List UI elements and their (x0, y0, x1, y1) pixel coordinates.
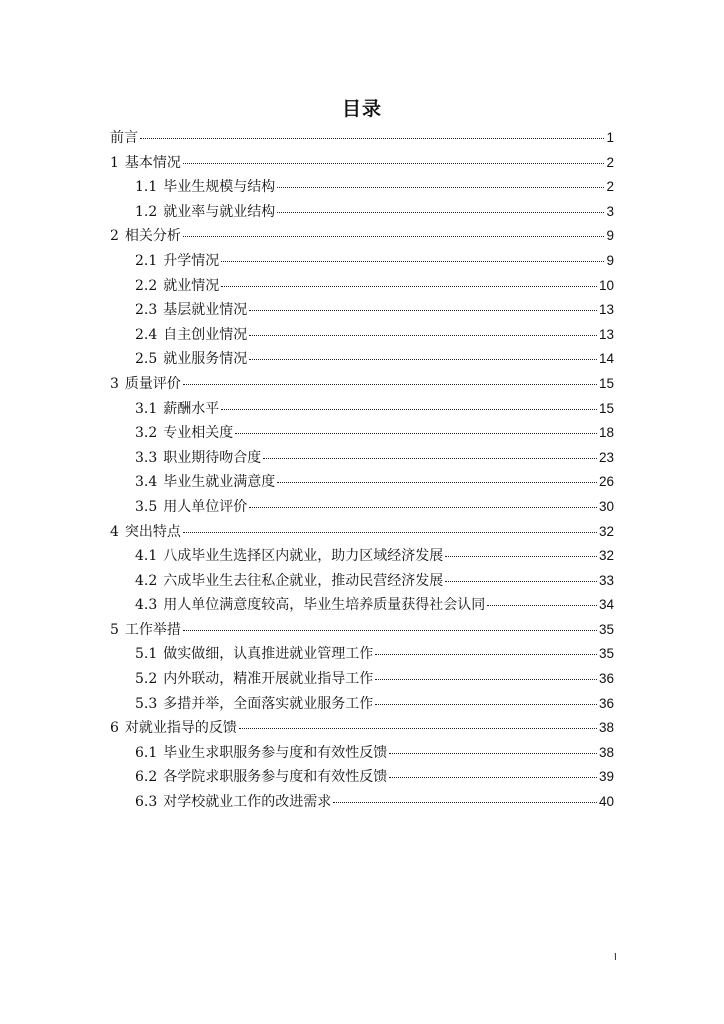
toc-entry-label (110, 619, 181, 639)
toc-entry-page: 38 (598, 720, 614, 736)
toc-entry-label (135, 471, 275, 491)
toc-entry-label (135, 275, 219, 295)
toc-entry-page: 40 (598, 794, 614, 810)
toc-entry-text: 专业相关度 (163, 425, 234, 442)
toc-dot-leader (445, 581, 597, 582)
toc-entry-text: 就业情况 (163, 277, 220, 294)
toc-entry-page: 38 (598, 744, 614, 760)
toc-entry-label (135, 742, 387, 762)
toc-entry[interactable] (110, 742, 614, 767)
toc-entry-page: 9 (606, 228, 614, 244)
toc-entry-label (135, 791, 331, 811)
toc-entry-number: 3 (110, 375, 119, 392)
toc-entry-label (135, 594, 485, 614)
toc-entry-page: 35 (598, 646, 614, 662)
toc-entry-label (135, 422, 233, 442)
toc-dot-leader (263, 458, 597, 459)
toc-dot-leader (183, 630, 597, 631)
toc-dot-leader (183, 384, 597, 385)
toc-entry[interactable] (110, 176, 614, 201)
toc-entry-page: 36 (598, 671, 614, 687)
toc-entry-page: 39 (598, 769, 614, 785)
toc-dot-leader (277, 212, 604, 213)
toc-dot-leader (221, 409, 597, 410)
toc-dot-leader (375, 654, 597, 655)
toc-entry-number: 2.4 (135, 326, 158, 343)
toc-entry-label (135, 693, 373, 713)
toc-entry[interactable] (110, 225, 614, 250)
toc-entry-text: 就业服务情况 (163, 351, 248, 368)
toc-entry-label (110, 717, 237, 737)
toc-entry-number: 3.4 (135, 474, 158, 491)
toc-entry-label (135, 496, 247, 516)
toc-entry[interactable] (110, 373, 614, 398)
toc-dot-leader (249, 359, 597, 360)
toc-entry-page: 10 (598, 277, 614, 293)
toc-entry[interactable] (110, 348, 614, 373)
toc-entry-number: 5.1 (135, 646, 158, 663)
toc-entry-page: 3 (606, 203, 614, 219)
toc-entry-text: 内外联动，精准开展就业指导工作 (163, 671, 374, 688)
toc-entry-text: 突出特点 (124, 523, 181, 540)
toc-entry-label (135, 570, 443, 590)
toc-entry-text: 升学情况 (163, 252, 220, 269)
toc-entry-number: 1.1 (135, 179, 158, 196)
toc-entry-number: 6.1 (135, 744, 158, 761)
toc-entry-number: 2.5 (135, 351, 158, 368)
toc-entry-number: 6.2 (135, 769, 158, 786)
toc-entry[interactable] (110, 496, 614, 521)
toc-entry-page: 13 (598, 326, 614, 342)
toc-entry[interactable] (110, 766, 614, 791)
toc-entry-number: 2.2 (135, 277, 158, 294)
toc-entry-label (135, 176, 275, 196)
toc-entry-page: 26 (598, 474, 614, 490)
toc-entry[interactable] (110, 619, 614, 644)
toc-entry-page: 32 (598, 548, 614, 564)
toc-entry-page: 33 (598, 572, 614, 588)
toc-entry-text: 薪酬水平 (163, 400, 220, 417)
toc-entry-text: 用人单位满意度较高，毕业生培养质量获得社会认同 (163, 597, 486, 614)
toc-entry-page: 36 (598, 695, 614, 711)
toc-entry-number: 1.2 (135, 203, 158, 220)
toc-entry-text: 对学校就业工作的改进需求 (163, 794, 332, 811)
toc-entry-label (110, 127, 138, 147)
toc-entry-page: 23 (598, 449, 614, 465)
toc-entry-page: 34 (598, 597, 614, 613)
toc-entry-text: 基层就业情况 (163, 302, 248, 319)
toc-dot-leader (487, 605, 597, 606)
toc-entry[interactable] (110, 545, 614, 570)
toc-entry-page: 1 (606, 130, 614, 145)
toc-entry-number: 6.3 (135, 794, 158, 811)
toc-entry-text: 做实做细，认真推进就业管理工作 (163, 646, 374, 663)
toc-entry[interactable] (110, 250, 614, 275)
toc-dot-leader (239, 728, 597, 729)
toc-entry-label (135, 250, 219, 270)
toc-entry-number: 2.1 (135, 252, 158, 269)
toc-dot-leader (183, 236, 605, 237)
toc-entry-number: 6 (110, 720, 119, 737)
toc-entry-label (135, 766, 387, 786)
toc-entry[interactable] (110, 398, 614, 423)
toc-entry-label (135, 643, 373, 663)
toc-entry[interactable] (110, 693, 614, 718)
toc-entry[interactable] (110, 422, 614, 447)
toc-entry-text: 工作举措 (124, 621, 181, 638)
toc-entry-text: 毕业生规模与结构 (163, 179, 276, 196)
toc-entry-number: 4.3 (135, 597, 158, 614)
toc-dot-leader (445, 556, 597, 557)
toc-entry-text: 相关分析 (124, 228, 181, 245)
toc-entry-page: 14 (598, 351, 614, 367)
toc-entry-text: 就业率与就业结构 (163, 203, 276, 220)
toc-entry-number: 4.1 (135, 548, 158, 565)
toc-entry-label (135, 545, 443, 565)
toc-dot-leader (249, 507, 597, 508)
toc-entry-number: 5 (110, 621, 119, 638)
toc-entry-number: 1 (110, 154, 119, 171)
toc-entry-label (110, 225, 181, 245)
toc-entry[interactable] (110, 791, 614, 816)
toc-entry-text: 多措并举，全面落实就业服务工作 (163, 695, 374, 712)
toc-entry[interactable] (110, 152, 614, 177)
toc-entry[interactable] (110, 127, 614, 152)
toc-entry-text: 各学院求职服务参与度和有效性反馈 (163, 769, 388, 786)
toc-entry[interactable] (110, 201, 614, 226)
toc-dot-leader (221, 261, 604, 262)
toc-entry-label (135, 348, 247, 368)
toc-dot-leader (277, 187, 604, 188)
toc-entry-label (135, 447, 261, 467)
toc-entry[interactable] (110, 471, 614, 496)
toc-entry-page: 2 (606, 179, 614, 195)
toc-entry-number: 3.1 (135, 400, 158, 417)
toc-entry[interactable] (110, 668, 614, 693)
toc-entry-page: 15 (598, 375, 614, 391)
toc-entry-label (135, 324, 247, 344)
toc-entry-text: 用人单位评价 (163, 498, 248, 515)
toc-entry-number: 4.2 (135, 572, 158, 589)
toc-entry[interactable] (110, 447, 614, 472)
toc-entry-label (135, 398, 219, 418)
toc-dot-leader (389, 753, 597, 754)
toc-entry-page: 2 (606, 154, 614, 170)
toc-entry-text: 基本情况 (124, 154, 181, 171)
toc-entry-text: 对就业指导的反馈 (124, 720, 237, 737)
table-of-contents (110, 127, 614, 816)
toc-dot-leader (333, 802, 597, 803)
toc-entry-page: 15 (598, 400, 614, 416)
toc-entry-text: 六成毕业生去往私企就业，推动民营经济发展 (163, 572, 444, 589)
toc-entry-label (110, 373, 181, 393)
toc-entry-page: 13 (598, 302, 614, 318)
toc-entry-text: 职业期待吻合度 (163, 449, 262, 466)
toc-dot-leader (183, 163, 605, 164)
toc-entry[interactable] (110, 594, 614, 619)
toc-dot-leader (389, 777, 597, 778)
toc-entry[interactable] (110, 324, 614, 349)
toc-entry[interactable] (110, 299, 614, 324)
toc-dot-leader (375, 704, 597, 705)
toc-entry-text: 毕业生求职服务参与度和有效性反馈 (163, 744, 388, 761)
toc-dot-leader (249, 310, 597, 311)
toc-entry-page: 30 (598, 498, 614, 514)
toc-entry-number: 5.2 (135, 671, 158, 688)
toc-entry-number: 3.3 (135, 449, 158, 466)
toc-dot-leader (375, 679, 597, 680)
toc-entry[interactable] (110, 275, 614, 300)
toc-entry-number: 3.5 (135, 498, 158, 515)
toc-dot-leader (221, 286, 597, 287)
toc-dot-leader (277, 482, 597, 483)
toc-dot-leader (249, 335, 597, 336)
toc-entry-text: 八成毕业生选择区内就业，助力区域经济发展 (163, 548, 444, 565)
toc-entry-label (110, 521, 181, 541)
toc-entry[interactable] (110, 717, 614, 742)
toc-entry-label (110, 152, 181, 172)
page-number: I (614, 952, 617, 963)
toc-title: 目录 (341, 98, 382, 120)
toc-dot-leader (235, 433, 597, 434)
toc-dot-leader (140, 138, 604, 139)
toc-entry-number: 2 (110, 228, 119, 245)
toc-entry-page: 18 (598, 425, 614, 441)
toc-entry-number: 3.2 (135, 425, 158, 442)
toc-entry-label (135, 668, 373, 688)
toc-entry-number: 4 (110, 523, 119, 540)
toc-entry-number: 2.3 (135, 302, 158, 319)
toc-entry[interactable] (110, 570, 614, 595)
toc-dot-leader (183, 532, 597, 533)
toc-entry-number: 5.3 (135, 695, 158, 712)
toc-entry-text: 前言 (110, 130, 138, 146)
toc-entry-text: 质量评价 (124, 375, 181, 392)
toc-entry-page: 35 (598, 621, 614, 637)
toc-entry-label (135, 201, 275, 221)
toc-entry[interactable] (110, 643, 614, 668)
toc-entry-text: 毕业生就业满意度 (163, 474, 276, 491)
toc-entry-page: 32 (598, 523, 614, 539)
toc-entry[interactable] (110, 521, 614, 546)
toc-entry-text: 自主创业情况 (163, 326, 248, 343)
toc-entry-label (135, 299, 247, 319)
toc-entry-page: 9 (606, 252, 614, 268)
